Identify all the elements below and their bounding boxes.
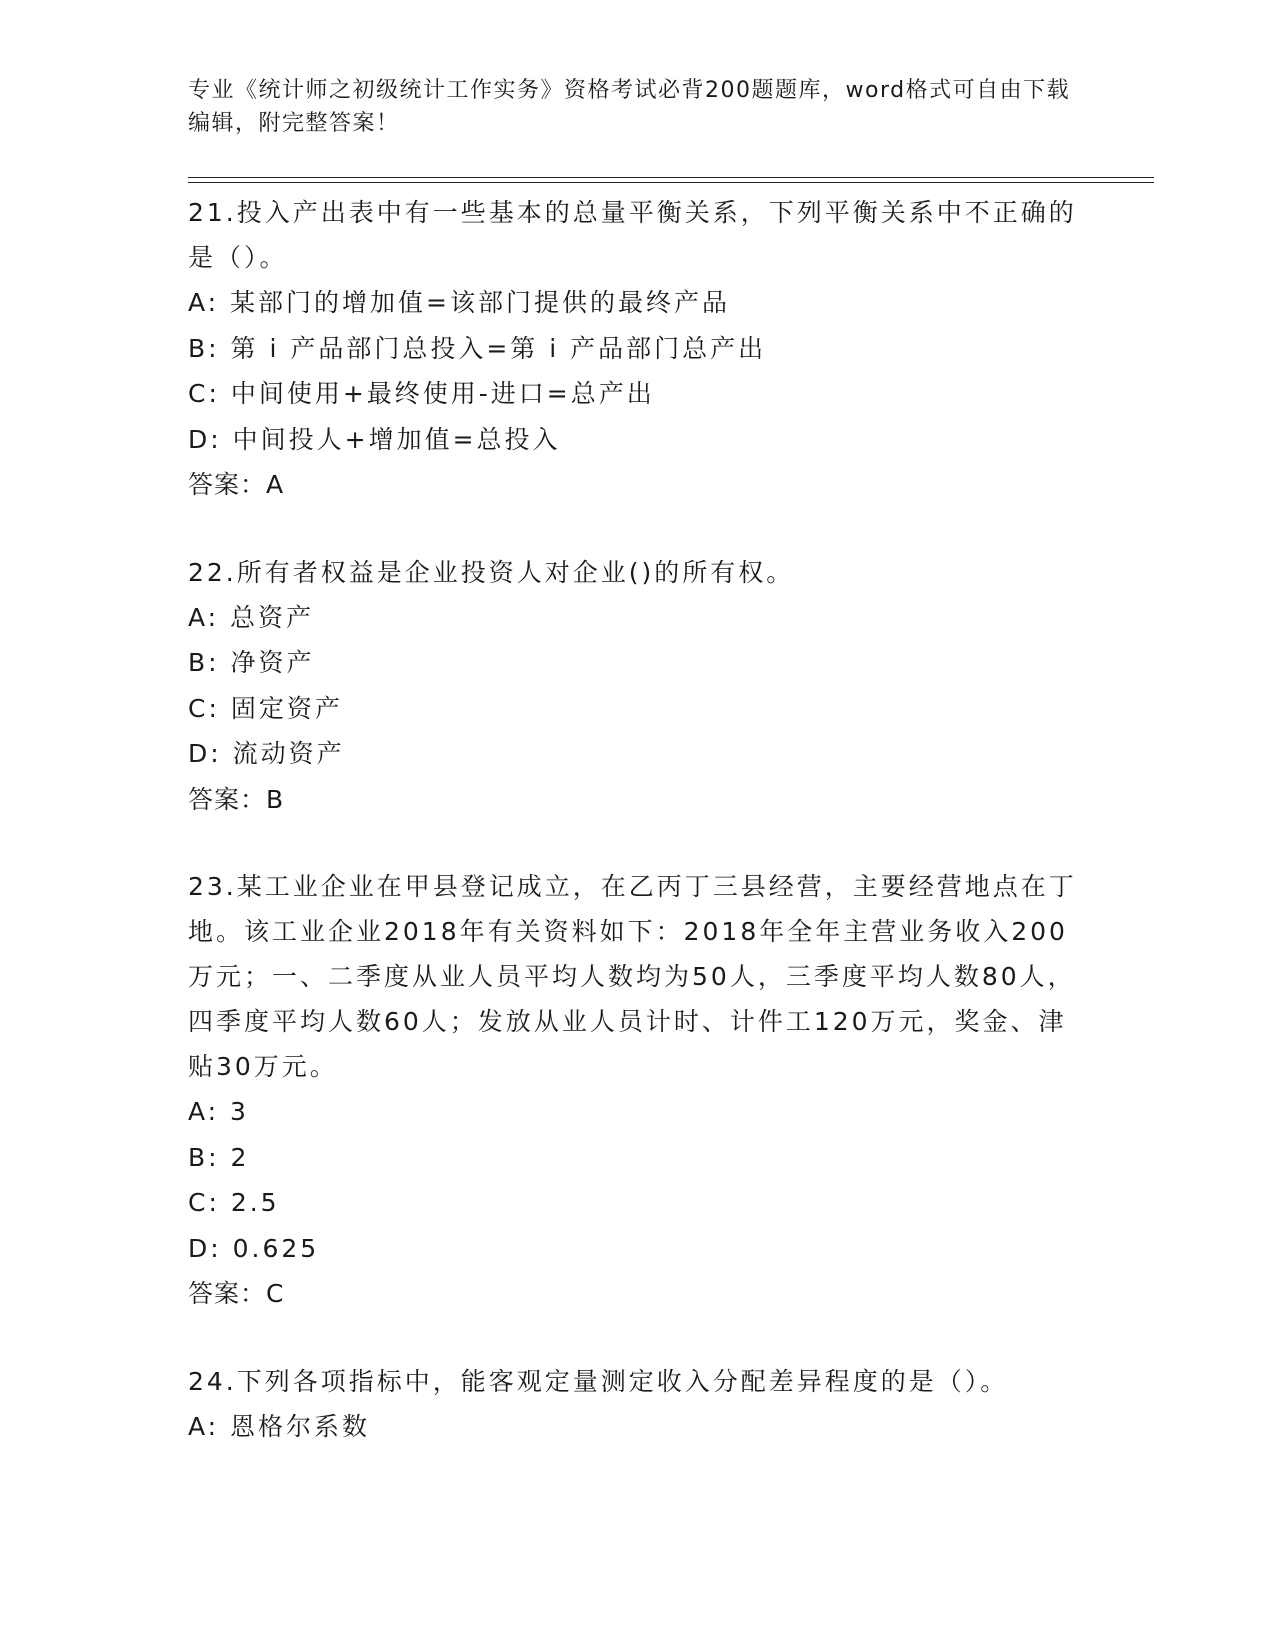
option-c: C: 中间使用+最终使用-进口=总产出 <box>188 379 655 408</box>
answer-line: 答案：B <box>188 784 285 814</box>
option-b: B: 第 i 产品部门总投入=第 i 产品部门总产出 <box>188 333 767 363</box>
question-23 <box>188 864 1088 1317</box>
option-d: D: 流动资产 <box>188 739 345 768</box>
option-a: A: 恩格尔系数 <box>188 1411 371 1441</box>
answer-line: 答案：C <box>188 1279 285 1308</box>
option-b: B: 净资产 <box>188 648 315 677</box>
question-stem: 21.投入产出表中有一些基本的总量平衡关系，下列平衡关系中不正确的是（）。 <box>188 198 1077 272</box>
question-stem: 23.某工业企业在甲县登记成立，在乙丙丁三县经营，主要经营地点在丁地。该工业企业2018年有关资料如下：2018年全年主营业务收入200万元；一、二季度从业人员平均人数均为50人，三季度平均人数80人，四季度平均人数60人；发放从业人员计时、计件工120万元，奖金、津贴30万元。 <box>188 872 1077 1081</box>
option-a: A: 总资产 <box>188 602 315 632</box>
question-stem: 24.下列各项指标中，能客观定量测定收入分配差异程度的是（）。 <box>188 1366 1009 1396</box>
question-list <box>188 190 1088 1491</box>
option-c: C: 2.5 <box>188 1188 280 1217</box>
question-22 <box>188 550 1088 823</box>
answer-line: 答案：A <box>188 470 285 499</box>
header-divider-top <box>188 177 1154 178</box>
question-stem: 22.所有者权益是企业投资人对企业()的所有权。 <box>188 557 795 587</box>
question-21 <box>188 190 1088 508</box>
question-24 <box>188 1359 1088 1450</box>
option-b: B: 2 <box>188 1142 250 1172</box>
option-a: A: 某部门的增加值=该部门提供的最终产品 <box>188 288 730 317</box>
option-d: D: 中间投人+增加值=总投入 <box>188 424 561 454</box>
option-d: D: 0.625 <box>188 1233 320 1263</box>
header-divider-bottom <box>188 182 1154 183</box>
option-c: C: 固定资产 <box>188 693 343 723</box>
document-header: 专业《统计师之初级统计工作实务》资格考试必背200题题库，word格式可自由下载编辑，附完整答案！ <box>188 78 1071 136</box>
option-a: A: 3 <box>188 1097 249 1126</box>
